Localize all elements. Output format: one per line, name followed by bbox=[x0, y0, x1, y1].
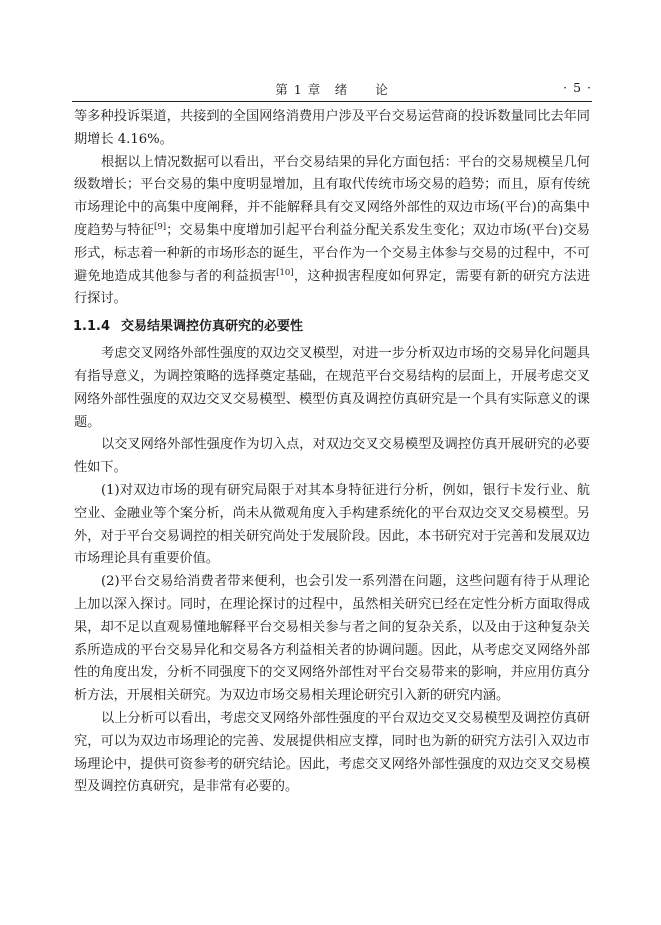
citation-10: [10] bbox=[276, 267, 294, 278]
running-header bbox=[72, 80, 592, 100]
paragraph-point-1: (1)对双边市场的现有研究局限于对其本身特征进行分析，例如，银行卡发行业、航空业、金融业等个案分析，尚未从微观角度入手构建系统化的平台双边交叉交易模型。另外，对于平台交易调控的相关研究尚处于发展阶段。因此，本书研究对于完善和发展双边市场理论具有重要价值。 bbox=[74, 482, 590, 567]
paragraph-alienation-part-b: ；交易集中度增加引起平台利益分配关系发生变化；双边市场(平台)交易形式，标志着一种新的市场形态的诞生，平台作为一个交易主体参与交易的过程中，不可避免地造成其他参与者的利益损害 bbox=[74, 222, 590, 284]
paragraph-alienation bbox=[74, 152, 590, 312]
section-heading bbox=[73, 316, 590, 338]
page-number: · 5 · bbox=[563, 80, 592, 95]
header-rule bbox=[72, 101, 592, 102]
paragraph-model-significance: 考虑交叉网络外部性强度的双边交叉模型，对进一步分析双边市场的交易异化问题具有指导意义，为调控策略的选择奠定基础，在规范平台交易结构的层面上，开展考虑交叉网络外部性强度的双边交叉交易模型、模型仿真及调控仿真研究是一个具有实际意义的课题。 bbox=[74, 346, 590, 430]
chapter-title: 第 1 章 绪 论 bbox=[275, 82, 389, 97]
paragraph-continued: 等多种投诉渠道，共接到的全国网络消费用户涉及平台交易运营商的投诉数量同比去年同期增长 4.16%。 bbox=[74, 109, 590, 147]
paragraph-point-2: (2)平台交易给消费者带来便利，也会引发一系列潜在问题，这些问题有待于从理论上加以深入探讨。同时，在理论探讨的过程中，虽然相关研究已经在定性分析方面取得成果，却不足以直观易懂地解释平台交易相关参与者之间的复杂关系，以及由于这种复杂关系所造成的平台交易异化和交易各方利益相关者的协调问题。因此，从考虑交叉网络外部性的角度出发，分析不同强度下的交叉网络外部性对平台交易带来的影响，并应用仿真分析方法，开展相关研究。为双边市场交易相关理论研究引入新的研究内涵。 bbox=[74, 574, 590, 704]
paragraph-necessity-intro: 以交叉网络外部性强度作为切入点，对双边交叉交易模型及调控仿真开展研究的必要性如下。 bbox=[74, 437, 590, 476]
paragraph-conclusion: 以上分析可以看出，考虑交叉网络外部性强度的平台双边交叉交易模型及调控仿真研究，可以为双边市场理论的完善、发展提供相应支撑，同时也为新的研究方法引入双边市场理论中，提供可资参考的研究结论。因此，考虑交叉网络外部性强度的双边交叉交易模型及调控仿真研究，是非常有必要的。 bbox=[74, 710, 590, 795]
body-text bbox=[74, 106, 590, 799]
paragraph-alienation-part-c: ，这种损害程度如何界定，需要有新的研究方法进行探讨。 bbox=[74, 268, 591, 307]
paragraph-alienation-part-a: 根据以上情况数据可以看出，平台交易结果的异化方面包括：平台的交易规模呈几何级数增长；平台交易的集中度明显增加，且有取代传统市场交易的趋势；而且，原有传统市场理论中的高集中度阐释，并不能解释具有交叉网络外部性的双边市场(平台)的高集中度趋势与特征 bbox=[74, 154, 590, 238]
section-number: 1.1.4 bbox=[73, 319, 111, 335]
section-title: 交易结果调控仿真研究的必要性 bbox=[121, 319, 304, 335]
citation-9: [9] bbox=[154, 221, 167, 232]
